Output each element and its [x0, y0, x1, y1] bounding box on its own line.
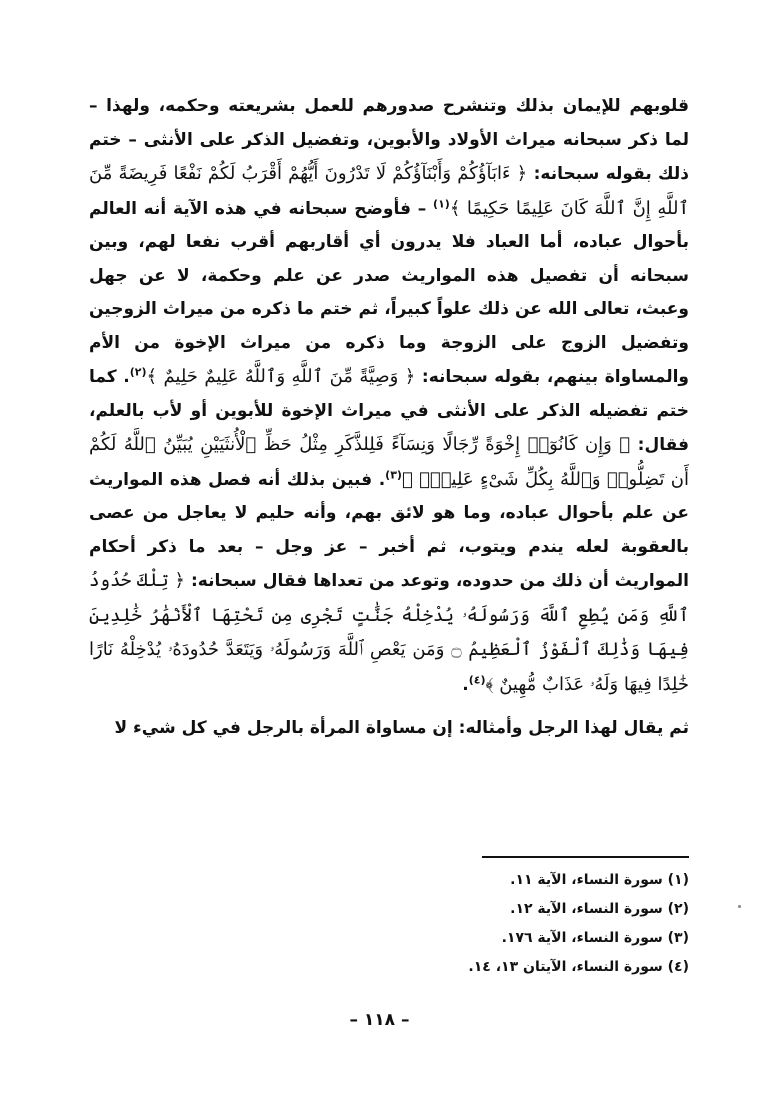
- scan-mark: [738, 905, 741, 908]
- footnote-separator: [482, 856, 689, 858]
- footnote-ref-2: (٢): [129, 365, 147, 379]
- footnote-1: (١) سورة النساء، الآية ١١.: [510, 872, 689, 888]
- text-segment: قلوبهم للإيمان بذلك وتنشرح صدورهم للعمل بشريعته وحكمه، ولهذا – لما ذكر سبحانه ميراث الأولاد والأبوين، وتفضيل الذكر على الأنثى – ختم ذلك بقوله سبحانه:: [89, 96, 689, 184]
- footnote-ref-1: (١): [433, 196, 450, 210]
- paragraph-1: [89, 90, 689, 702]
- quran-verse-3: ﴿ وَإِن كَانُوٓا۟ إِخْوَةً رِّجَالًا وَنِسَآءً فَلِلذَّكَرِ مِثْلُ حَظِّ ٱلْأُنثَيَيْنِ يُبَيِّنُ ٱللَّهُ لَكُمْ أَن تَضِلُّوا۟ وَٱللَّهُ بِكُلِّ شَىْءٍ عَلِيمٌۢ ﴾: [89, 434, 690, 490]
- footnotes-list: [289, 866, 689, 982]
- footnote-2: (٢) سورة النساء، الآية ١٢.: [510, 901, 689, 917]
- page-number: – ١١٨ –: [349, 1010, 410, 1030]
- text-segment: – فأوضح سبحانه في هذه الآية أنه العالم بأحوال عباده، أما العباد فلا يدرون أي أقاربهم أقرب نفعا لهم، وبين سبحانه أن تفصيل هذه المواريث صدر عن علم وحكمة، لا عن جهل وعبث، تعالى الله عن ذلك علواً كبيراً، ثم ختم ما ذكره من ميراث الزوجين وتفضيل الزوج على الزوجة وما ذكره من ميراث الإخوة من الأم والمساواة بينهم، بقوله سبحانه:: [89, 198, 689, 387]
- footnote-ref-4: (٤): [468, 672, 486, 686]
- footnote-3: (٣) سورة النساء، الآية ١٧٦.: [501, 930, 689, 946]
- body-text: [89, 90, 689, 746]
- text-segment: . كما ختم تفضيله الذكر على الأنثى في ميراث الإخوة للأبوين أو لأب بالعلم، فقال:: [89, 367, 689, 455]
- text-segment: . فبين بذلك أنه فصل هذه المواريث عن علم بأحوال عباده، وما هو لائق بهم، وأنه حليم لا يعاجل من عصى بالعقوبة لعله يندم ويتوب، ثم أخبر – عز وجل – بعد ما ذكر أحكام المواريث أن ذلك من حدوده، وتوعد من تعداها فقال سبحانه:: [89, 469, 690, 591]
- text-segment: .: [462, 674, 469, 695]
- quran-verse-4: ﴿ تِلْكَ حُدُودُ ٱللَّهِ وَمَن يُطِعِ ٱللَّهَ وَرَسُولَهُۥ يُدْخِلْهُ جَنَّٰتٍ تَجْرِى مِن تَحْتِهَا ٱلْأَنْهَٰرُ خَٰلِدِينَ فِيهَا وَذَٰلِكَ ٱلْفَوْزُ ٱلْعَظِيمُ ۝ وَمَن يَعْصِ ٱللَّهَ وَرَسُولَهُۥ وَيَتَعَدَّ حُدُودَهُۥ يُدْخِلْهُ نَارًا خَٰلِدًا فِيهَا وَلَهُۥ عَذَابٌ مُّهِينٌ ﴾: [89, 570, 689, 695]
- footnote-ref-3: (٣): [385, 467, 402, 481]
- quran-verse-2: ﴿ وَصِيَّةً مِّنَ ٱللَّهِ وَٱللَّهُ عَلِيمٌ حَلِيمٌ ﴾: [146, 366, 416, 387]
- paragraph-2: ثم يقال لهذا الرجل وأمثاله: إن مساواة المرأة بالرجل في كل شيء لا: [114, 718, 689, 738]
- footnote-4: (٤) سورة النساء، الآيتان ١٣، ١٤.: [468, 959, 689, 975]
- quran-verse-1: ﴿ ءَابَآؤُكُمْ وَأَبْنَآؤُكُمْ لَا تَدْرُونَ أَيُّهُمْ أَقْرَبُ لَكُمْ نَفْعًا فَرِيضَةً مِّنَ ٱللَّهِ إِنَّ ٱللَّهَ كَانَ عَلِيمًا حَكِيمًا ﴾: [89, 163, 690, 219]
